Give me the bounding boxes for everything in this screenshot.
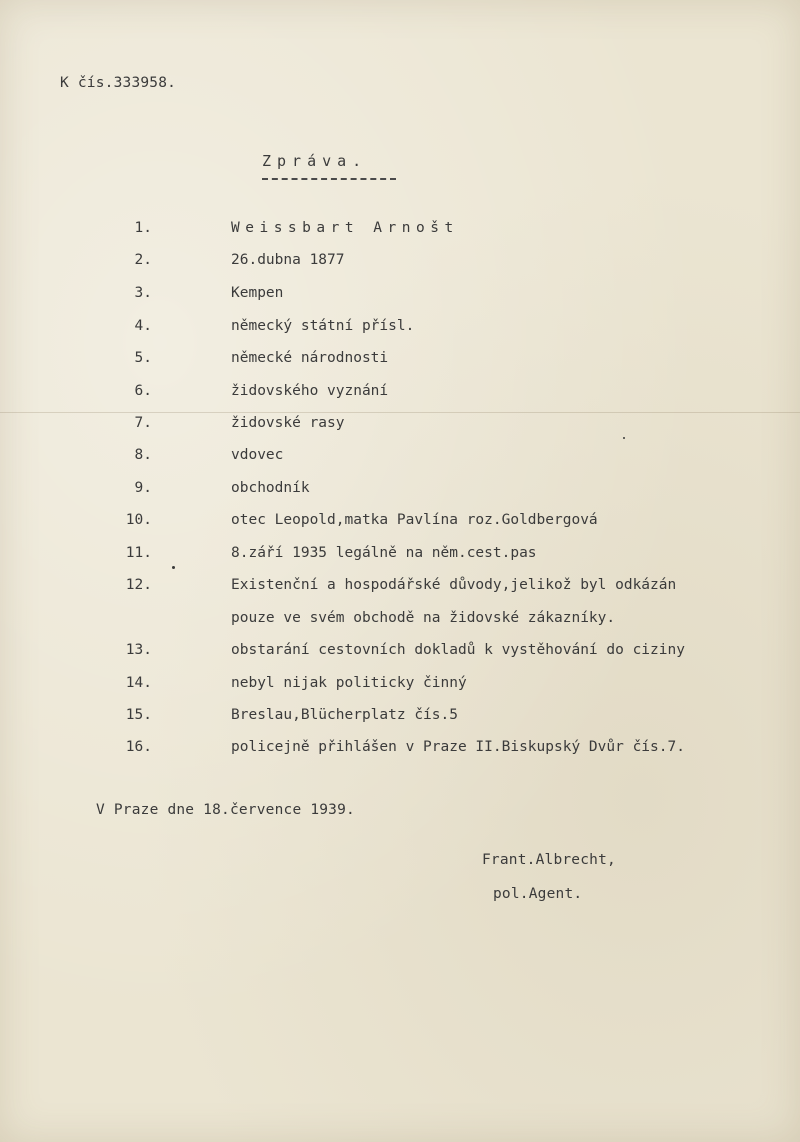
item-text: 26.dubna 1877 <box>231 252 345 268</box>
reference-number: K čís.333958. <box>60 75 177 91</box>
item-number: 2. <box>134 252 152 268</box>
item-number: 5. <box>134 350 152 366</box>
item-text: obstarání cestovních dokladů k vystěhování do ciziny <box>231 642 685 658</box>
item-text: pouze ve svém obchodě na židovské zákazníky. <box>231 610 616 626</box>
signature-name: Frant.Albrecht, <box>482 852 616 868</box>
item-text: Existenční a hospodářské důvody,jelikož byl odkázán <box>231 577 677 593</box>
item-text: Breslau,Blücherplatz čís.5 <box>231 707 458 723</box>
item-text: židovské rasy <box>231 415 345 431</box>
item-number: 9. <box>134 480 152 496</box>
item-text: německý státní přísl. <box>231 318 415 334</box>
ink-speck <box>172 566 175 569</box>
item-text: židovského vyznání <box>231 383 389 399</box>
item-number: 6. <box>134 383 152 399</box>
item-text: 8.září 1935 legálně na něm.cest.pas <box>231 545 537 561</box>
item-number: 14. <box>125 675 152 691</box>
item-number: 12. <box>125 577 152 593</box>
item-text: obchodník <box>231 480 310 496</box>
item-number: 15. <box>125 707 152 723</box>
item-number: 1. <box>134 220 152 236</box>
document-title: Zpráva. <box>262 152 368 170</box>
item-number: 13. <box>125 642 152 658</box>
ink-speck <box>623 437 625 439</box>
item-text: vdovec <box>231 447 284 463</box>
item-text: německé národnosti <box>231 350 389 366</box>
item-text: nebyl nijak politicky činný <box>231 675 467 691</box>
place-date: V Praze dne 18.července 1939. <box>96 802 355 818</box>
item-number: 3. <box>134 285 152 301</box>
item-text: Weissbart Arnošt <box>231 220 459 236</box>
item-text: Kempen <box>231 285 284 301</box>
item-number: 10. <box>125 512 152 528</box>
item-number: 16. <box>125 739 152 755</box>
signature-title: pol.Agent. <box>493 886 583 902</box>
item-number: 7. <box>134 415 152 431</box>
title-underline <box>262 178 396 180</box>
paper-fold <box>0 412 800 413</box>
item-number: 8. <box>134 447 152 463</box>
item-text: policejně přihlášen v Praze II.Biskupský Dvůr čís.7. <box>231 739 685 755</box>
item-number: 4. <box>134 318 152 334</box>
item-text: otec Leopold,matka Pavlína roz.Goldbergová <box>231 512 598 528</box>
item-number: 11. <box>125 545 152 561</box>
